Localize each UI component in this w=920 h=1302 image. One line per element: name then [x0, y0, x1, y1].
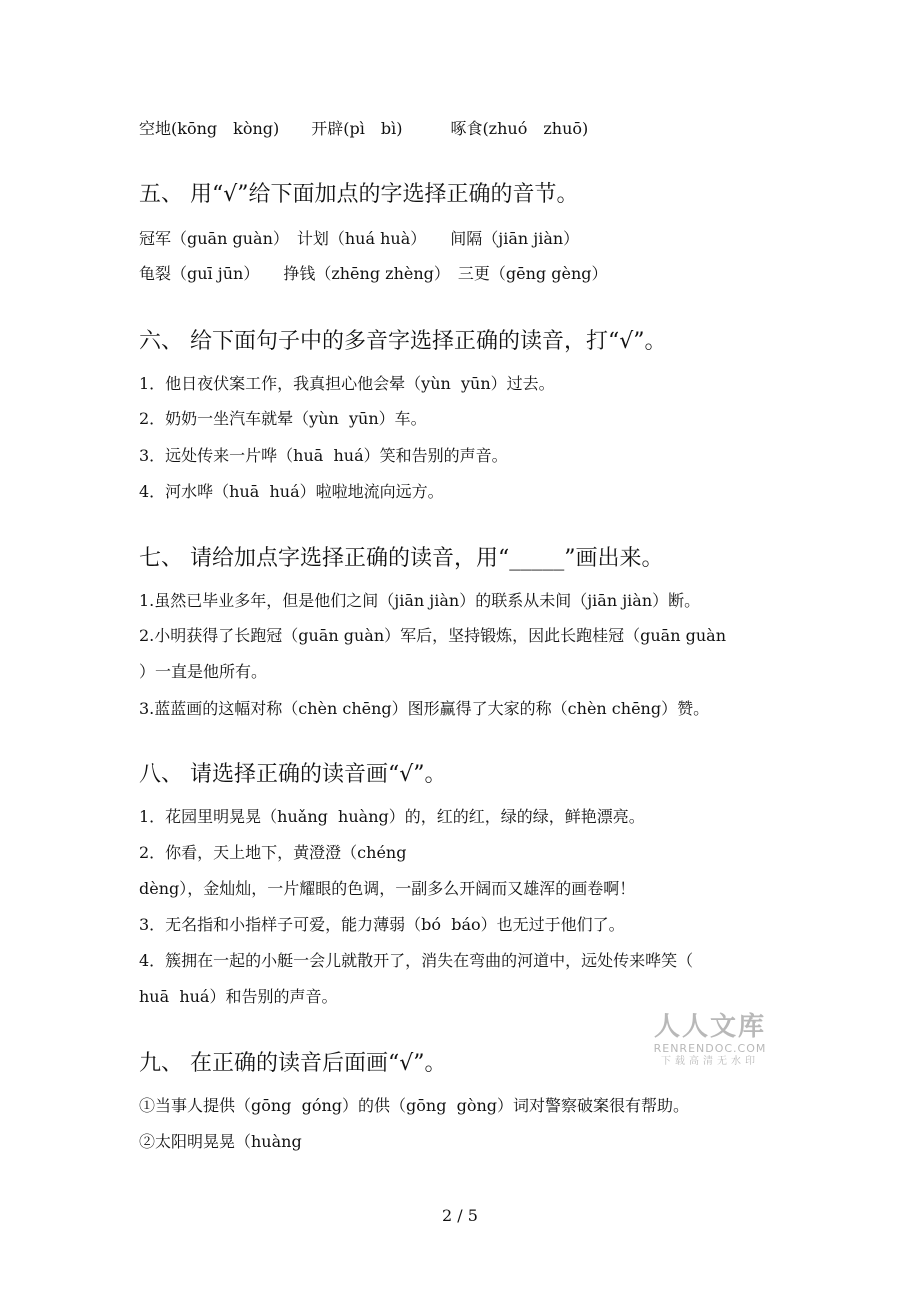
section-9-heading: 九、 在正确的读音后面画“√”。 — [139, 1051, 447, 1076]
section-8-line: 3．无名指和小指样子可爱，能力薄弱（bó báo）也无过于他们了。 — [139, 915, 625, 934]
section-7-line: ）一直是他所有。 — [139, 662, 268, 681]
section-8-heading: 八、 请选择正确的读音画“√”。 — [139, 762, 447, 787]
section-9-line: ①当事人提供（gōng góng）的供（gōng gòng）词对警察破案很有帮助。 — [139, 1096, 690, 1115]
section-7-line: 1.虽然已毕业多年，但是他们之间（jiān jiàn）的联系从未间（jiān jiàn）断。 — [139, 591, 701, 610]
section-8-line: 4．簇拥在一起的小艇一会儿就散开了，消失在弯曲的河道中，远处传来哗笑（ — [139, 951, 694, 970]
watermark-slogan: 下载高清无水印 — [661, 1056, 759, 1067]
section-7-line: 3.蓝蓝画的这幅对称（chèn chēng）图形赢得了大家的称（chèn chēng）赞。 — [139, 699, 710, 718]
section-8-line: 1．花园里明晃晃（huǎng huàng）的，红的红，绿的绿，鲜艳漂亮。 — [139, 807, 645, 826]
section-5-line: 冠军（guān guàn） 计划（huá huà） 间隔（jiān jiàn） — [139, 229, 580, 248]
watermark-title: 人人文库 — [653, 1012, 766, 1042]
page-number: 2 / 5 — [442, 1206, 478, 1225]
section-9-line: ②太阳明晃晃（huàng — [139, 1132, 302, 1151]
section-6-line: 4．河水哗（huā huá）啦啦地流向远方。 — [139, 482, 444, 501]
watermark — [640, 1012, 780, 1068]
section-6-line: 1．他日夜伏案工作，我真担心他会晕（yùn yūn）过去。 — [139, 374, 555, 393]
section-7-heading: 七、 请给加点字选择正确的读音，用“_____”画出来。 — [139, 546, 664, 571]
section-6-line: 2．奶奶一坐汽车就晕（yùn yūn）车。 — [139, 409, 427, 428]
top-line: 空地(kōng kòng) 开辟(pì bì) 啄食(zhuó zhuō) — [139, 119, 589, 138]
section-5-heading: 五、 用“√”给下面加点的字选择正确的音节。 — [139, 182, 579, 207]
section-8-line: huā huá）和告别的声音。 — [139, 987, 338, 1006]
section-7-line: 2.小明获得了长跑冠（guān guàn）军后，坚持锻炼，因此长跑桂冠（guān guàn — [139, 626, 727, 645]
section-5-line: 龟裂（guī jūn） 挣钱（zhēng zhèng） 三更（gēng gèng） — [139, 264, 608, 283]
section-8-line: 2．你看，天上地下，黄澄澄（chéng — [139, 843, 407, 862]
section-6-heading: 六、 给下面句子中的多音字选择正确的读音，打“√”。 — [139, 329, 667, 354]
section-6-line: 3．远处传来一片哗（huā huá）笑和告别的声音。 — [139, 446, 508, 465]
section-8-line: dèng），金灿灿，一片耀眼的色调，一副多么开阔而又雄浑的画卷啊！ — [139, 879, 636, 898]
watermark-url: RENRENDOC.COM — [653, 1042, 767, 1055]
